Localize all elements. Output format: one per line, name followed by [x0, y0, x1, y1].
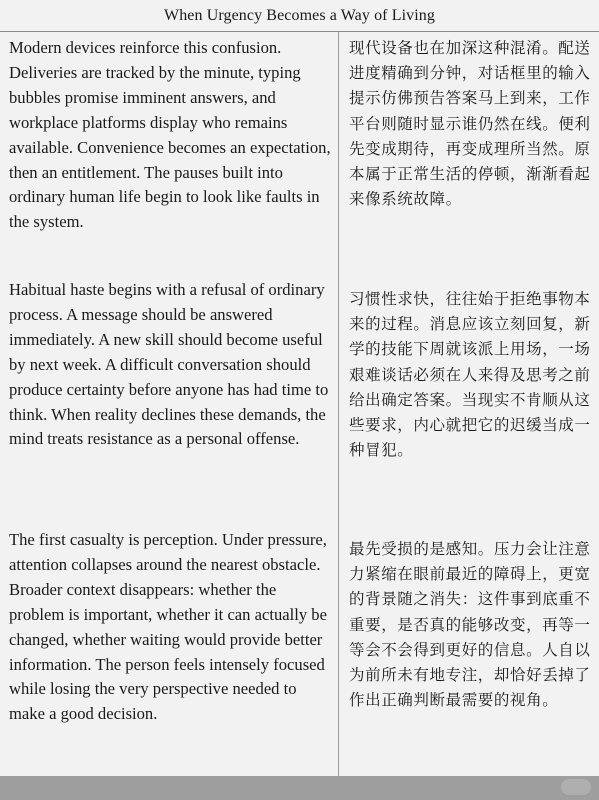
paragraph-english-3: The first casualty is perception. Under pressure, attention collapses around the nearest obstacle. Broader context disappears: whether the problem is important, whether it can actually be changed, whether waiting would provide better information. The person feels intensely focused while losing the very perspective needed to make a good decision.	[9, 530, 327, 724]
page-title: When Urgency Becomes a Way of Living	[164, 6, 435, 24]
paragraph-english-2: Habitual haste begins with a refusal of ordinary process. A message should be answered immediately. A new skill should become useful by next week. A difficult conversation should produce certainty before anyone has had time to think. When reality declines these demands, the mind treats resistance as a personal offense.	[9, 280, 329, 449]
paragraph-english-1: Modern devices reinforce this confusion. Deliveries are tracked by the minute, typing bubbles promise imminent answers, and workplace platforms display who remains available. Convenience becomes an expectation, then an entitlement. The pauses built into ordinary human life begin to look like faults in the system.	[9, 38, 331, 232]
paragraph-chinese-3: 最先受损的是感知。压力会让注意力紧缩在眼前最近的障碍上，更宽的背景随之消失：这件事到底重不重要，是否真的能够改变，再等一等会不会得到更好的信息。人自以为前所未有地专注，却恰好丢掉了作出正确判断最需要的视角。	[349, 540, 591, 710]
paragraph-chinese-1: 现代设备也在加深这种混淆。配送进度精确到分钟，对话框里的输入提示仿佛预告答案马上到来，工作平台则随时显示谁仍然在线。便利先变成期待，再变成理所当然。原本属于正常生活的停顿，渐渐看起来像系统故障。	[349, 39, 591, 209]
column-divider	[338, 32, 339, 776]
watermark-badge	[561, 779, 591, 795]
paragraph-chinese-2: 习惯性求快，往往始于拒绝事物本来的过程。消息应该立刻回复，新学的技能下周就该派上用场，一场艰难谈话必须在人来得及思考之前给出确定答案。当现实不肯顺从这些要求，内心就把它的迟缓当成一种冒犯。	[349, 290, 591, 460]
page-header	[0, 0, 599, 32]
bottom-bar	[0, 776, 599, 800]
